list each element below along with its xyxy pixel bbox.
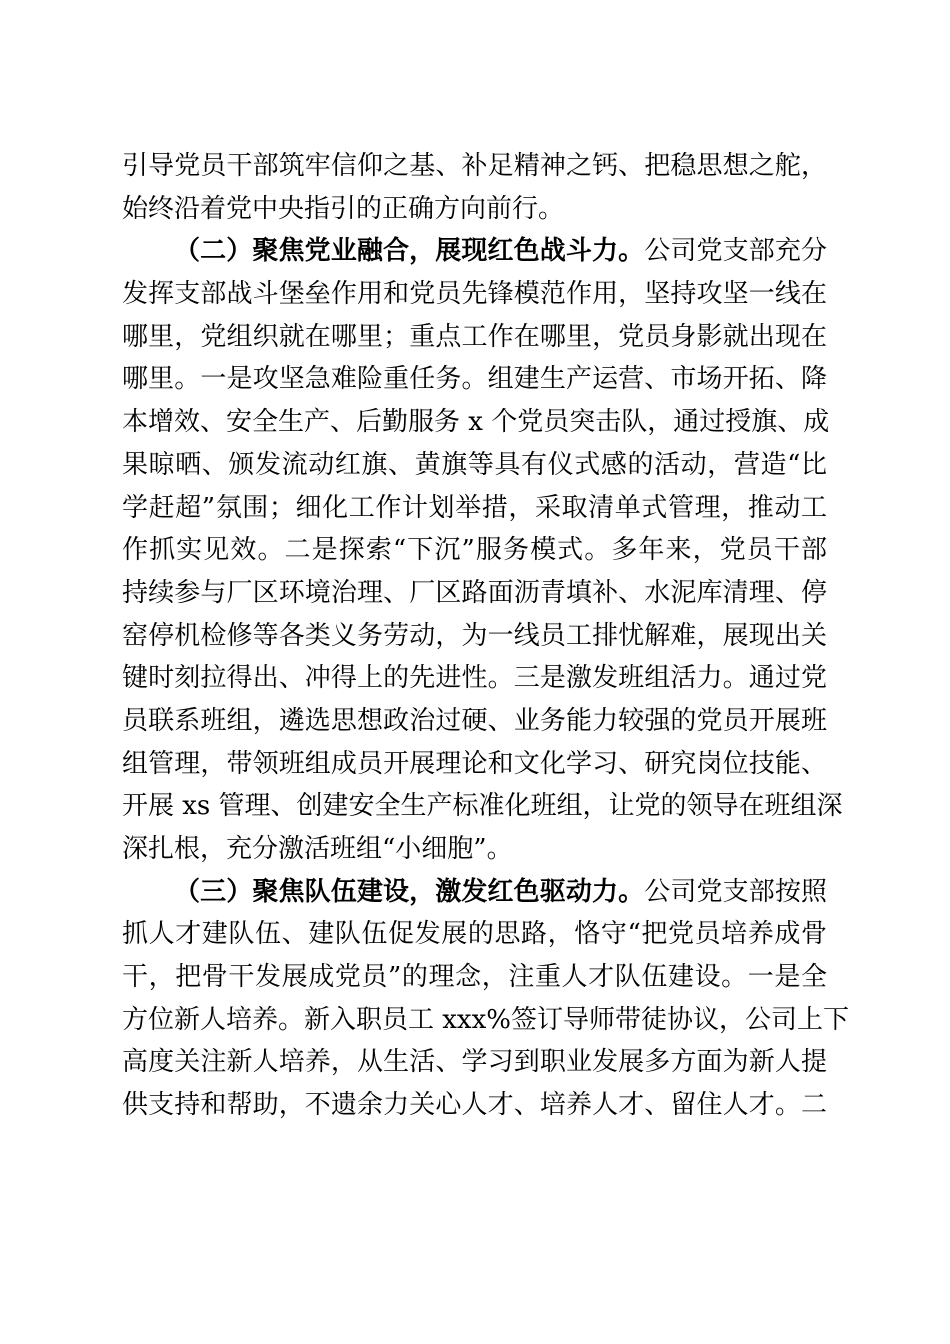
paragraph-line: 哪里。一是攻坚急难险重任务。组建生产运营、市场开拓、降 <box>122 364 827 395</box>
paragraph-text: 公司党支部按照 <box>644 876 827 907</box>
paragraph-line: 高度关注新人培养，从生活、学习到职业发展多方面为新人提 <box>122 1047 827 1078</box>
paragraph-line: 方位新人培养。新入职员工 xxx%签订导师带徒协议，公司上下 <box>122 1004 849 1035</box>
paragraph-line: 组管理，带领班组成员开展理论和文化学习、研究岗位技能、 <box>122 748 827 779</box>
paragraph-line: 哪里，党组织就在哪里；重点工作在哪里，党员身影就出现在 <box>122 321 827 352</box>
paragraph-line: 干，把骨干发展成党员”的理念，注重人才队伍建设。一是全 <box>122 962 827 993</box>
paragraph-line: 抓人才建队伍、建队伍促发展的思路，恪守“把党员培养成骨 <box>122 919 827 950</box>
paragraph-line: 开展 xs 管理、创建安全生产标准化班组，让党的领导在班组深 <box>122 791 843 822</box>
section-heading: （三）聚焦队伍建设，激发红色驱动力。 <box>174 876 645 907</box>
paragraph-line: 始终沿着党中央指引的正确方向前行。 <box>122 193 565 224</box>
paragraph-line: 键时刻拉得出、冲得上的先进性。三是激发班组活力。通过党 <box>122 663 827 694</box>
paragraph-text: 公司党支部充分 <box>644 236 827 267</box>
paragraph-line: 供支持和帮助，不遗余力关心人才、培养人才、留住人才。二 <box>122 1090 827 1121</box>
paragraph-line: 窑停机检修等各类义务劳动，为一线员工排忧解难，展现出关 <box>122 620 827 651</box>
paragraph-line: 果晾晒、颁发流动红旗、黄旗等具有仪式感的活动，营造“比 <box>122 449 827 480</box>
section-heading: （二）聚焦党业融合，展现红色战斗力。 <box>174 236 645 267</box>
section-heading-line <box>122 230 827 273</box>
section-heading-line <box>122 871 827 914</box>
paragraph-line: 持续参与厂区环境治理、厂区路面沥青填补、水泥库清理、停 <box>122 577 827 608</box>
paragraph-line: 引导党员干部筑牢信仰之基、补足精神之钙、把稳思想之舵， <box>122 151 827 181</box>
body-text <box>122 145 849 1127</box>
paragraph-line: 作抓实见效。二是探索“下沉”服务模式。多年来，党员干部 <box>122 535 827 566</box>
paragraph-line: 发挥支部战斗堡垒作用和党员先锋模范作用，坚持攻坚一线在 <box>122 279 827 310</box>
paragraph-line: 学赶超”氛围；细化工作计划举措，采取清单式管理，推动工 <box>122 492 827 523</box>
paragraph-line: 深扎根，充分激活班组“小细胞”。 <box>122 834 513 864</box>
paragraph-line: 本增效、安全生产、后勤服务 x 个党员突击队，通过授旗、成 <box>122 407 830 438</box>
paragraph-line: 员联系班组，遴选思想政治过硬、业务能力较强的党员开展班 <box>122 705 827 736</box>
